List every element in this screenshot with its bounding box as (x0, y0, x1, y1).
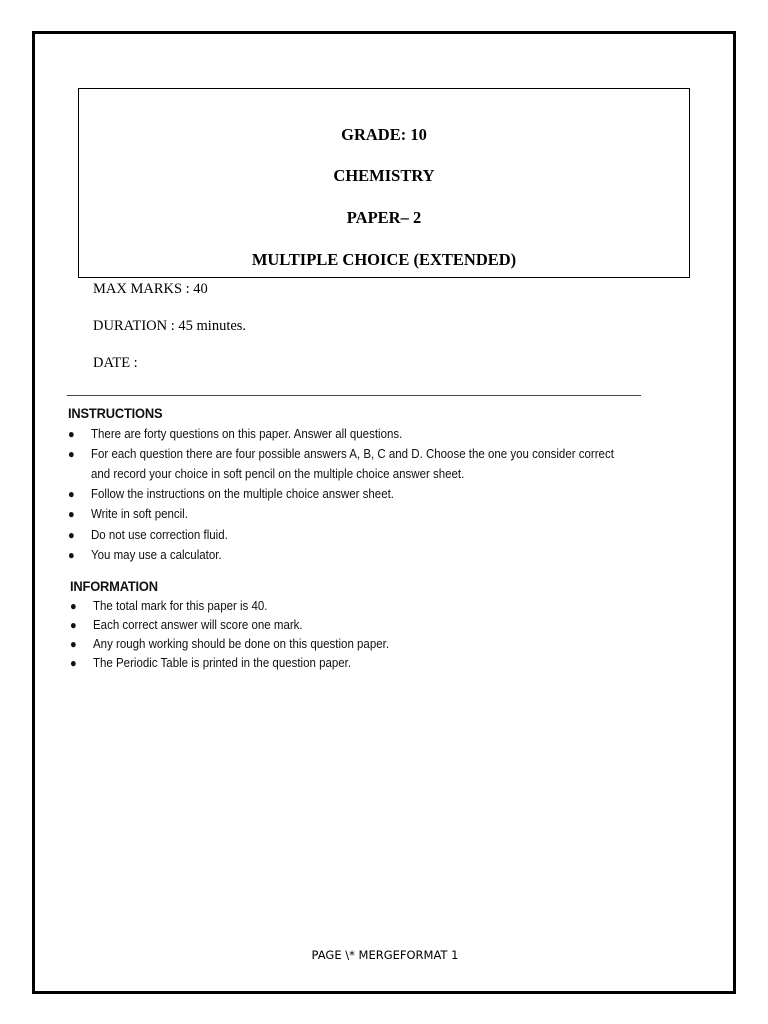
bullet-icon: ● (68, 487, 75, 501)
bullet-icon: ● (70, 618, 77, 632)
list-item (70, 597, 389, 615)
instruction-text: and record your choice in soft pencil on the multiple choice answer sheet. (91, 467, 465, 481)
instruction-text: Follow the instructions on the multiple choice answer sheet. (91, 487, 394, 501)
subject-title: CHEMISTRY (333, 166, 435, 185)
list-item (70, 616, 389, 634)
information-section (70, 578, 417, 673)
instruction-text: Write in soft pencil. (91, 507, 188, 521)
paper-type-title: MULTIPLE CHOICE (EXTENDED) (251, 250, 517, 269)
bullet-icon: ● (70, 656, 77, 670)
instructions-list (68, 425, 661, 564)
bullet-icon: ● (68, 447, 75, 461)
paper-title: PAPER– 2 (346, 208, 422, 227)
duration: DURATION : 45 minutes. (93, 318, 247, 334)
list-item (70, 654, 389, 672)
information-heading: INFORMATION (70, 578, 158, 594)
date-field: DATE : (93, 355, 138, 371)
list-item (68, 526, 614, 544)
instructions-heading: INSTRUCTIONS (68, 405, 163, 421)
bullet-icon: ● (68, 507, 75, 521)
instruction-text: You may use a calculator. (91, 548, 222, 562)
information-text: The Periodic Table is printed in the question paper. (93, 656, 352, 670)
list-item (68, 546, 614, 564)
title-box (78, 88, 690, 278)
instruction-text: There are forty questions on this paper. Answer all questions. (91, 427, 403, 441)
bullet-icon: ● (68, 427, 75, 441)
instruction-text: Do not use correction fluid. (91, 528, 228, 542)
instructions-section (68, 405, 661, 566)
list-item (70, 635, 389, 653)
list-item (68, 485, 614, 503)
list-item (68, 425, 614, 443)
grade-title: GRADE: 10 (341, 125, 427, 144)
divider-line (67, 395, 641, 396)
information-list (70, 597, 417, 672)
instruction-text: For each question there are four possible answers A, B, C and D. Choose the one you consider correct (91, 447, 614, 461)
list-item-continuation (68, 465, 614, 483)
information-text: Each correct answer will score one mark. (93, 618, 303, 632)
page-footer: PAGE \* MERGEFORMAT 1 (311, 948, 459, 962)
information-text: The total mark for this paper is 40. (93, 599, 268, 613)
max-marks: MAX MARKS : 40 (93, 281, 208, 297)
bullet-icon: ● (68, 548, 75, 562)
list-item (68, 505, 614, 523)
bullet-icon: ● (70, 637, 77, 651)
bullet-icon: ● (70, 599, 77, 613)
bullet-icon: ● (68, 528, 75, 542)
list-item (68, 445, 614, 463)
information-text: Any rough working should be done on this question paper. (93, 637, 390, 651)
